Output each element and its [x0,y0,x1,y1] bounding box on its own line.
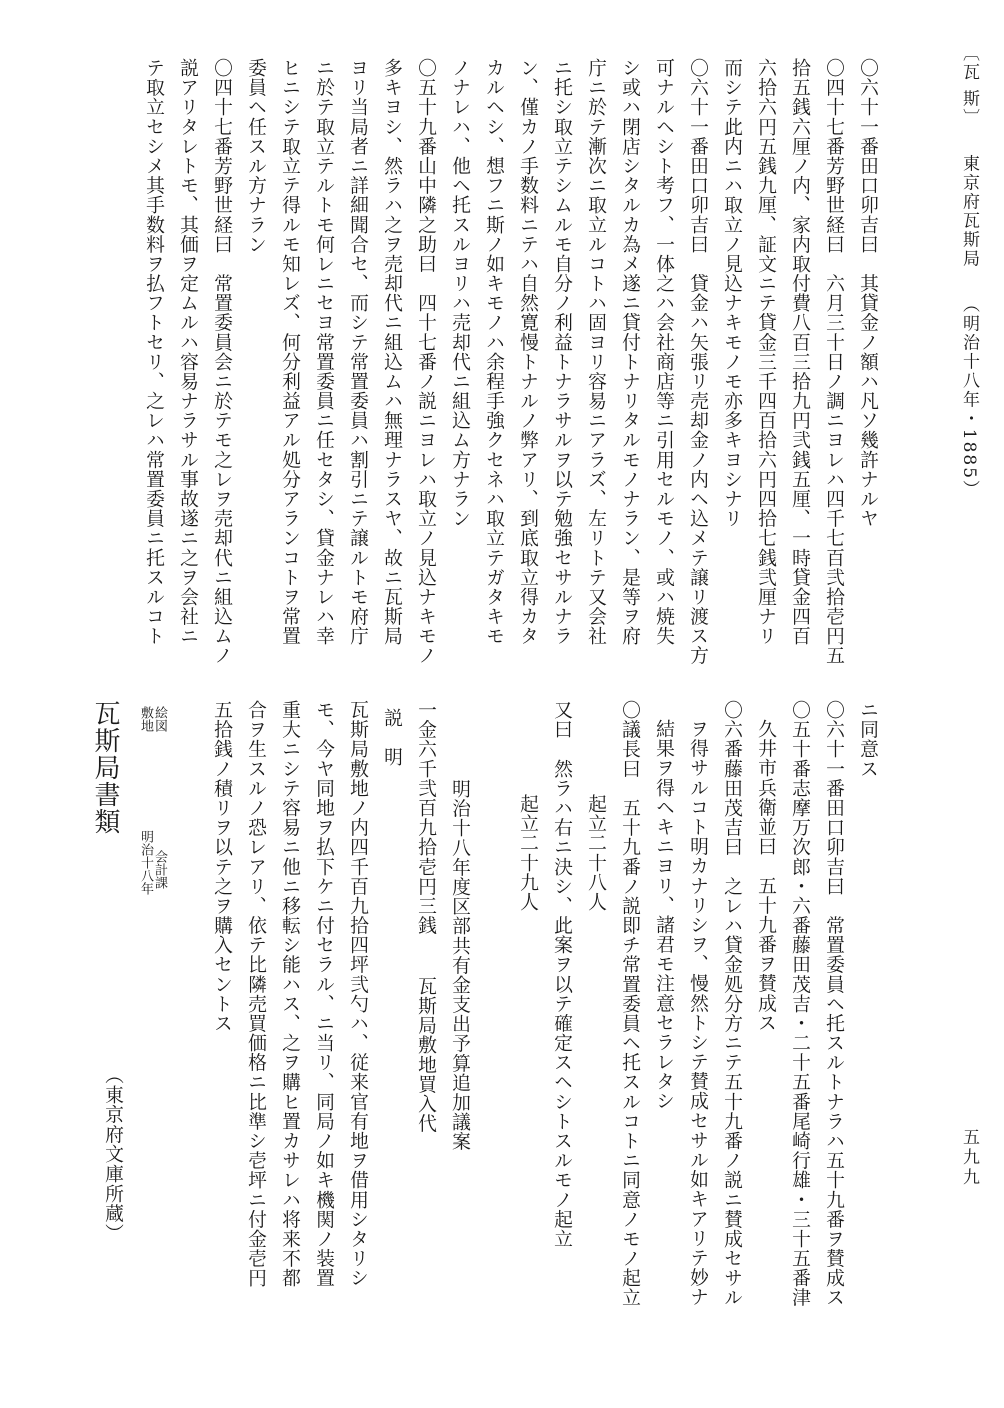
text-line: 〇五十番志摩万次郎・六番藤田茂吉・二十五番尾崎行雄・三十五番津 [789,700,810,1308]
text-line: 〇六番藤田茂吉曰 之レハ貸金処分方ニテ五十九番ノ説ニ賛成セサル [721,700,742,1308]
text-line: 可ナルヘシト考フ、一体之ハ会社商店等ニ引用セルモノ、或ハ焼失 [653,58,674,646]
text-line: 合ヲ生スルノ恐レアリ、依テ比隣売買価格ニ比準シ壱坪ニ付金壱円 [245,700,266,1288]
text-line: 〇議長曰 五十九番ノ説即チ常置委員ヘ托スルコトニ同意ノモノ起立 [619,700,640,1308]
document-sub-label: 絵図 [152,706,167,732]
document-sub-label: 会計課 [152,850,167,889]
text-line: 久井市兵衛並曰 五十九番ヲ賛成ス [755,718,776,1033]
page-number: 五九九 [959,1128,979,1188]
text-line: 〇六十一番田口卯吉曰 常置委員ヘ托スルトナラハ五十九番ヲ賛成ス [823,700,844,1308]
text-line: ノナレハ、他ヘ托スルヨリハ売却代ニ組込ム方ナラン [449,58,470,529]
text-line: カルヘシ、想フニ斯ノ如キモノハ余程手強クセネハ取立テガタキモ [483,58,504,646]
amount-line [408,700,442,1340]
document-sub-label: 敷地 [138,706,153,732]
budget-title: 明治十八年度区部共有金支出予算追加議案 [449,778,470,1152]
text-line: 委員ヘ任スル方ナラン [245,58,266,254]
text-line: 又曰 然ラハ右ニ決シ、此案ヲ以テ確定スヘシトスルモノ起立 [551,700,572,1249]
minutes-upper-block [136,58,884,678]
text-line: 〇六十一番田口卯吉曰 其貸金ノ額ハ凡ソ幾許ナルヤ [857,58,878,529]
spacer [476,700,510,1340]
text-line: ニ托シ取立テシムルモ自分ノ利益トナラサルヲ以テ勉強セサルナラ [551,58,572,646]
document-title: 瓦斯局書類 [90,700,120,835]
text-line: 拾五銭六厘ノ内、家内取付費八百三拾九円弐銭五厘、一時貸金四百 [789,58,810,646]
text-line: 瓦斯局敷地ノ内四千百九拾四坪弐勺ハ、従来官有地ヲ借用シタリシ [347,700,368,1288]
vote-count: 起立二十八人 [585,794,606,912]
text-line: ニ於テ取立テルトモ何レニセヨ常置委員ニ任セタシ、貸金ナレハ幸 [313,58,334,646]
text-line: 説アリタレトモ、其価ヲ定ムルハ容易ナラサル事故遂ニ之ヲ会社ニ [177,58,198,646]
text-line: 結果ヲ得ヘキニヨリ、諸君モ注意セラレタシ [653,718,674,1111]
vote-count: 起立二十九人 [517,794,538,912]
text-line: 〇四十七番芳野世経曰 常置委員会ニ於テモ之レヲ売却代ニ組込ムノ [211,58,232,666]
text-line: ン、僅カノ手数料ニテハ自然寛慢トナルノ弊アリ、到底取立得カタ [517,58,538,646]
text-line: 六拾六円五銭九厘、証文ニテ貸金三千四百拾六円四拾七銭弐厘ナリ [755,58,776,646]
text-line: 五拾銭ノ積リヲ以テ之ヲ購入セントス [211,700,232,1034]
document-sub-label: 明治十八年 [138,830,153,895]
header-category: 〔瓦 斯〕 [959,44,979,128]
text-line: ヨリ当局者ニ詳細聞合セ、而シテ常置委員ハ割引ニテ譲ルトモ府庁 [347,58,368,646]
minutes-lower-block [204,700,884,1340]
header-era: （明治十八年・1885） [959,295,979,500]
text-line: モ、今ヤ同地ヲ払下ケニ付セラル、ニ当リ、同局ノ如キ機関ノ装置 [313,700,334,1288]
text-line: ニ同意ス [857,700,878,779]
text-line: 庁ニ於テ漸次ニ取立ルコトハ固ヨリ容易ニアラズ、左リトテ又会社 [585,58,606,646]
page-header [957,44,982,644]
explanation-heading: 説 明 [381,707,402,767]
amount-item: 瓦斯局敷地買入代 [415,976,436,1134]
amount-value: 一金六千弐百九拾壱円三銭 [415,700,436,936]
text-line: ヲ得サルコト明カナリシヲ、慢然トシテ賛成セサル如キアリテ妙ナ [687,718,708,1307]
text-line: 〇四十七番芳野世経曰 六月三十日ノ調ニヨレハ四千七百弐拾壱円五 [823,58,844,666]
text-line: 而シテ此内ニハ取立ノ見込ナキモノモ亦多キヨシナリ [721,58,742,529]
header-office: 東京府瓦斯局 [959,154,979,269]
text-line: 重大ニシテ容易ニ他ニ移転シ能ハス、之ヲ購ヒ置カサレハ将来不都 [279,700,300,1288]
text-line: 多キヨシ、然ラハ之ヲ売却代ニ組込ムハ無理ナラスヤ、故ニ瓦斯局 [381,58,402,646]
text-line: テ取立セシメ其手数料ヲ払フトセリ、之レハ常置委員ニ托スルコト [143,58,164,646]
text-line: シ或ハ閉店シタルカ為メ遂ニ貸付トナリタルモノナラン、是等ヲ府 [619,58,640,646]
source-note: （東京府文庫所蔵） [102,1065,123,1244]
text-line: ヒニシテ取立テ得ルモ知レズ、何分利益アル処分アランコトヲ常置 [279,58,300,646]
text-line: 〇五十九番山中隣之助曰 四十七番ノ説ニヨレハ取立ノ見込ナキモノ [415,58,436,666]
text-line: 〇六十一番田口卯吉曰 貸金ハ矢張リ売却金ノ内ヘ込メテ譲リ渡ス方 [687,58,708,666]
